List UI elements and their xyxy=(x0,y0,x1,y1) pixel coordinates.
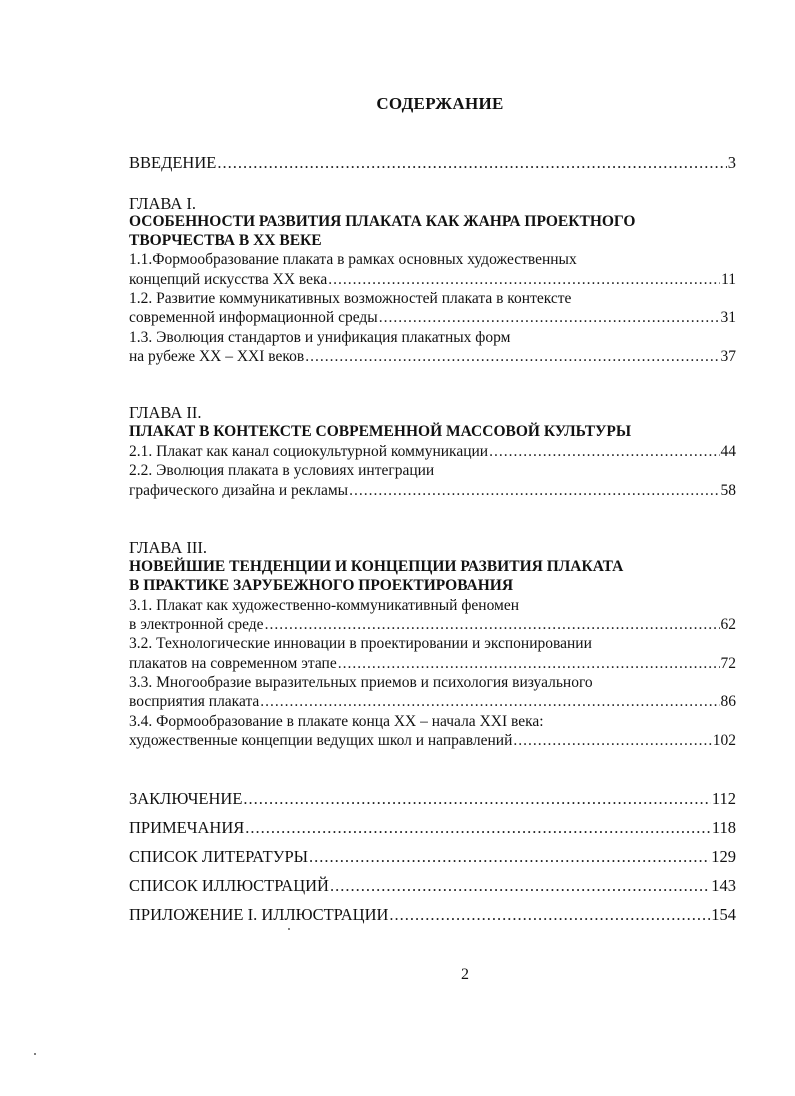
toc-leader-dots xyxy=(349,480,719,502)
toc-leader-dots xyxy=(330,875,710,897)
toc-entry-illustrations-list xyxy=(129,875,736,897)
toc-entry-1-2 xyxy=(129,307,736,329)
toc-entry-literature xyxy=(129,846,736,868)
toc-entry-text: СПИСОК ЛИТЕРАТУРЫ xyxy=(129,847,309,866)
toc-entry-page: 3 xyxy=(727,153,736,172)
toc-leader-dots xyxy=(260,691,719,713)
toc-entry-text: 3.1. Плакат как художественно-коммуникативный феномен xyxy=(129,597,520,614)
toc-entry-page: 112 xyxy=(711,789,736,808)
toc-entry-page: 11 xyxy=(721,271,736,288)
toc-entry-text: ВВЕДЕНИЕ xyxy=(129,153,217,172)
toc-entry-text: плакатов на современном этапе xyxy=(129,655,337,672)
toc-entry-3-4 xyxy=(129,730,736,752)
toc-entry-text: 3.2. Технологические инновации в проектировании и экспонировании xyxy=(129,635,592,652)
toc-entry-conclusion xyxy=(129,788,736,810)
toc-entry-text: 3.3. Многообразие выразительных приемов и психология визуального xyxy=(129,674,593,691)
toc-entry-page: 102 xyxy=(712,732,736,749)
toc-entry-text: СПИСОК ИЛЛЮСТРАЦИЙ xyxy=(129,876,329,895)
toc-entry-2-2 xyxy=(129,480,736,502)
page-number: 2 xyxy=(461,966,469,983)
toc-entry-text: ПРИЛОЖЕНИЕ I. ИЛЛЮСТРАЦИИ xyxy=(129,905,389,924)
toc-entry-page: 154 xyxy=(711,905,736,924)
toc-entry-text: 2.2. Эволюция плаката в условиях интеграции xyxy=(129,462,435,479)
toc-entry-appendix xyxy=(129,904,736,926)
toc-entry-text: 2.1. Плакат как канал социокультурной коммуникации xyxy=(129,443,489,460)
toc-entry-text: 1.3. Эволюция стандартов и унификация плакатных форм xyxy=(129,329,511,346)
toc-entry-text: 1.2. Развитие коммуникативных возможностей плаката в контексте xyxy=(129,290,572,307)
toc-entry-intro xyxy=(129,152,736,174)
chapter-heading: ТВОРЧЕСТВА В XX ВЕКЕ xyxy=(129,232,322,249)
toc-entry-text: восприятия плаката xyxy=(129,693,260,710)
toc-entry-page: 118 xyxy=(711,818,736,837)
chapter-label: ГЛАВА III. xyxy=(129,538,208,557)
toc-entry-text: 3.4. Формообразование в плакате конца XX – начала XXI века: xyxy=(129,713,544,730)
toc-entry-text: графического дизайна и рекламы xyxy=(129,482,349,499)
toc-leader-dots xyxy=(217,152,726,174)
chapter-label: ГЛАВА I. xyxy=(129,194,197,213)
toc-leader-dots xyxy=(379,307,720,329)
toc-leader-dots xyxy=(513,730,711,752)
scan-speck xyxy=(288,928,290,930)
chapter-heading: В ПРАКТИКЕ ЗАРУБЕЖНОГО ПРОЕКТИРОВАНИЯ xyxy=(129,577,514,594)
toc-entry-text: концепций искусства XX века xyxy=(129,271,328,288)
toc-entry-text: ЗАКЛЮЧЕНИЕ xyxy=(129,789,243,808)
toc-entry-3-3 xyxy=(129,691,736,713)
toc-entry-page: 72 xyxy=(720,655,736,672)
toc-leader-dots xyxy=(305,346,719,368)
page-title: СОДЕРЖАНИЕ xyxy=(376,94,504,113)
toc-entry-page: 143 xyxy=(711,876,736,895)
toc-entry-page: 31 xyxy=(720,309,736,326)
toc-entry-page: 129 xyxy=(711,847,736,866)
toc-entry-text: художественные концепции ведущих школ и направлений xyxy=(129,732,513,749)
toc-leader-dots xyxy=(245,817,711,839)
toc-entry-text: современной информационной среды xyxy=(129,309,378,326)
toc-leader-dots xyxy=(309,846,710,868)
scan-speck xyxy=(34,1053,36,1055)
toc-leader-dots xyxy=(389,904,710,926)
toc-entry-text: в электронной среде xyxy=(129,616,264,633)
toc-entry-notes xyxy=(129,817,736,839)
chapter-heading: ОСОБЕННОСТИ РАЗВИТИЯ ПЛАКАТА КАК ЖАНРА ПРОЕКТНОГО xyxy=(129,213,636,230)
toc-entry-text: ПРИМЕЧАНИЯ xyxy=(129,818,245,837)
chapter-heading: ПЛАКАТ В КОНТЕКСТЕ СОВРЕМЕННОЙ МАССОВОЙ КУЛЬТУРЫ xyxy=(129,423,632,440)
chapter-label: ГЛАВА II. xyxy=(129,403,202,422)
toc-entry-text: 1.1.Формообразование плаката в рамках основных художественных xyxy=(129,251,577,268)
toc-entry-page: 62 xyxy=(720,616,736,633)
toc-entry-page: 37 xyxy=(720,348,736,365)
toc-entry-text: на рубеже XX – XXI веков xyxy=(129,348,305,365)
toc-entry-page: 86 xyxy=(720,693,736,710)
chapter-heading: НОВЕЙШИЕ ТЕНДЕНЦИИ И КОНЦЕПЦИИ РАЗВИТИЯ ПЛАКАТА xyxy=(129,558,624,575)
toc-entry-page: 58 xyxy=(720,482,736,499)
toc-entry-1-3 xyxy=(129,346,736,368)
toc-leader-dots xyxy=(243,788,710,810)
toc-entry-page: 44 xyxy=(720,443,736,460)
